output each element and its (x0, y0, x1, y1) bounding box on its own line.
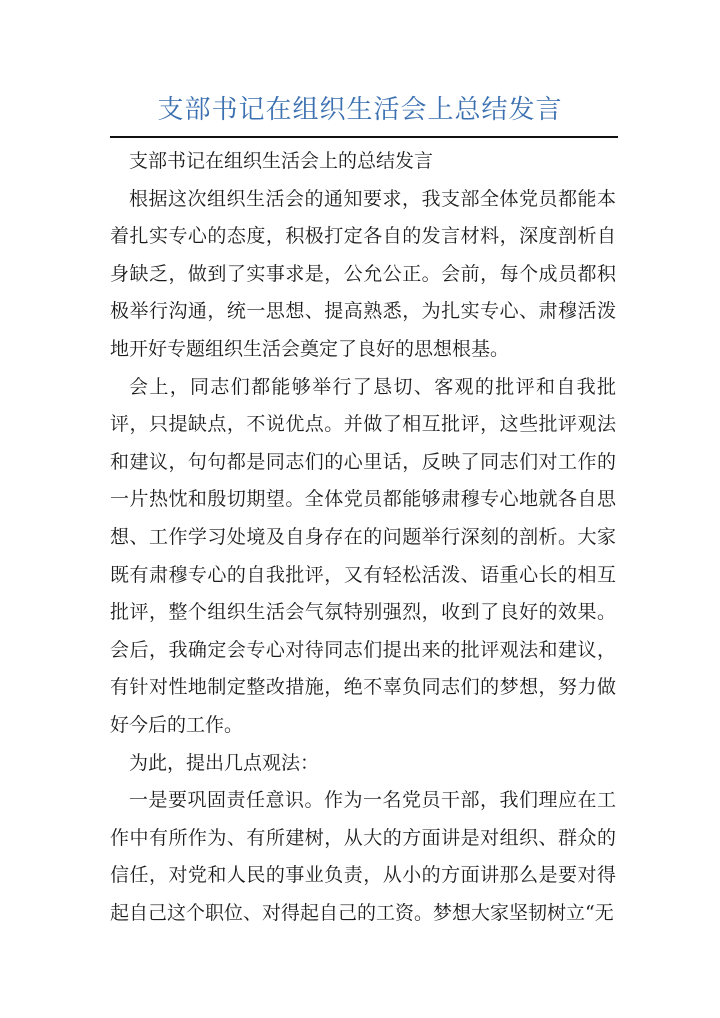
body-paragraph: 一是要巩固责任意识。作为一名党员干部，我们理应在工作中有所作为、有所建树，从大的方面讲是对组织、群众的信任，对党和人民的事业负责，从小的方面讲那么是要对得起自己这个职位、对得起自己的工资。梦想大家坚韧树立“无 (110, 789, 616, 924)
body-paragraph: 根据这次组织生活会的通知要求，我支部全体党员都能本着扎实专心的态度，积极打定各自的发言材料，深度剖析自身缺乏，做到了实事求是，公允公正。会前，每个成员都积极举行沟通，统一思想、提高熟悉，为扎实专心、肃穆活泼地开好专题组织生活会奠定了良好的思想根基。 (110, 187, 616, 360)
body-paragraph: 为此，提出几点观法： (129, 751, 320, 774)
body-paragraph: 会上，同志们都能够举行了恳切、客观的批评和自我批评，只提缺点，不说优点。并做了相互批评，这些批评观法和建议，句句都是同志们的心里话，反映了同志们对工作的一片热忱和殷切期望。全体党员都能够肃穆专心地就各自思想、工作学习处境及自身存在的问题举行深刻的剖析。大家既有肃穆专心的自我批评，又有轻松活泼、语重心长的相互批评，整个组织生活会气氛特别强烈，收到了良好的效果。会后，我确定会专心对待同志们提出来的批评观法和建议，有针对性地制定整改措施，绝不辜负同志们的梦想，努力做好今后的工作。 (110, 375, 616, 736)
document-title: 支部书记在组织生活会上总结发言 (157, 95, 563, 125)
title-divider (110, 136, 618, 138)
document-body (110, 143, 616, 932)
subtitle-paragraph: 支部书记在组织生活会上的总结发言 (129, 150, 434, 172)
